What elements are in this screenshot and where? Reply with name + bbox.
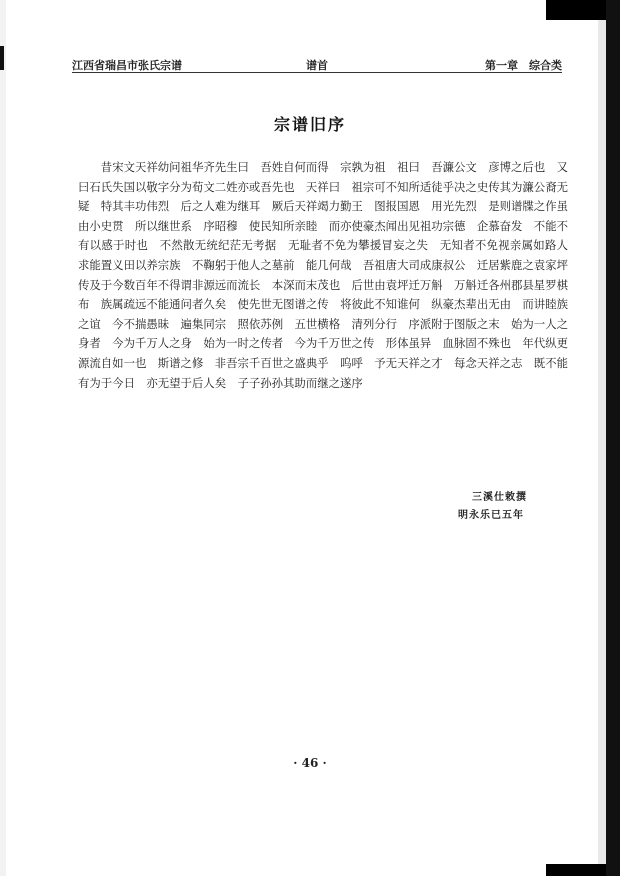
header-section: 谱首 (306, 59, 328, 72)
running-header (72, 55, 562, 73)
page-title: 宗谱旧序 (273, 115, 346, 134)
scan-corner-top (546, 0, 606, 20)
signature-date: 明永乐已五年 (458, 510, 524, 521)
page-number: · 46 · (293, 756, 327, 770)
signature-author: 三溪仕敕撰 (472, 492, 527, 503)
preface-body: 昔宋文天祥幼问祖华齐先生曰 吾姓自何而得 宗孰为祖 祖曰 吾濂公文 彦博之后也 又曰石氏失国以敬字分为荀文二姓亦或吾先也 天祥曰 祖宗可不知所适徒乎决之史传其为濂公裔无疑 特其丰功伟烈 后之人难为继耳 厥后天祥竭力勤王 图报国恩 用光先烈 是则谱牒之作虽由小史贯 所以继世系 序昭穆 使民知所亲睦 而亦使豪杰闻出见祖功宗德 企慕奋发 不能不有以感于时也 不然散无统纪茫无考据 无耻者不免为攀援冒妄之失 无知者不免视亲属如路人 求能置义田以养宗族 不鞠躬于他人之墓前 能几何哉 吾祖唐大司成康叔公 迁居紫鹿之袁家坪 传及于今数百年不得谓非源远而流长 本深而末茂也 后世由袁坪迁万斛 万斛迁各州郡县星罗棋布 族属疏远不能通问者久矣 使先世无图谱之传 将彼此不知谁何 纵豪杰辈出无由 而讲睦族之谊 今不揣愚昧 遍集同宗 照依苏例 五世横格 清列分行 序派附于图版之末 始为一人之身者 今为千万人之身 始为一时之传者 今为千万世之传 形体虽异 血脉固不殊也 年代纵更 源流自如一也 斯谱之修 非吾宗千百世之盛典乎 呜呼 予无天祥之才 每念天祥之志 既不能有为于今日 亦无望于后人矣 子子孙孙其助而继之遂序 (78, 160, 580, 390)
scan-corner-bottom (546, 864, 606, 876)
header-chapter: 第一章 综合类 (485, 59, 562, 72)
header-rule (72, 72, 562, 73)
header-book-title: 江西省瑞昌市张氏宗谱 (72, 59, 182, 72)
binding-mark (0, 46, 4, 70)
